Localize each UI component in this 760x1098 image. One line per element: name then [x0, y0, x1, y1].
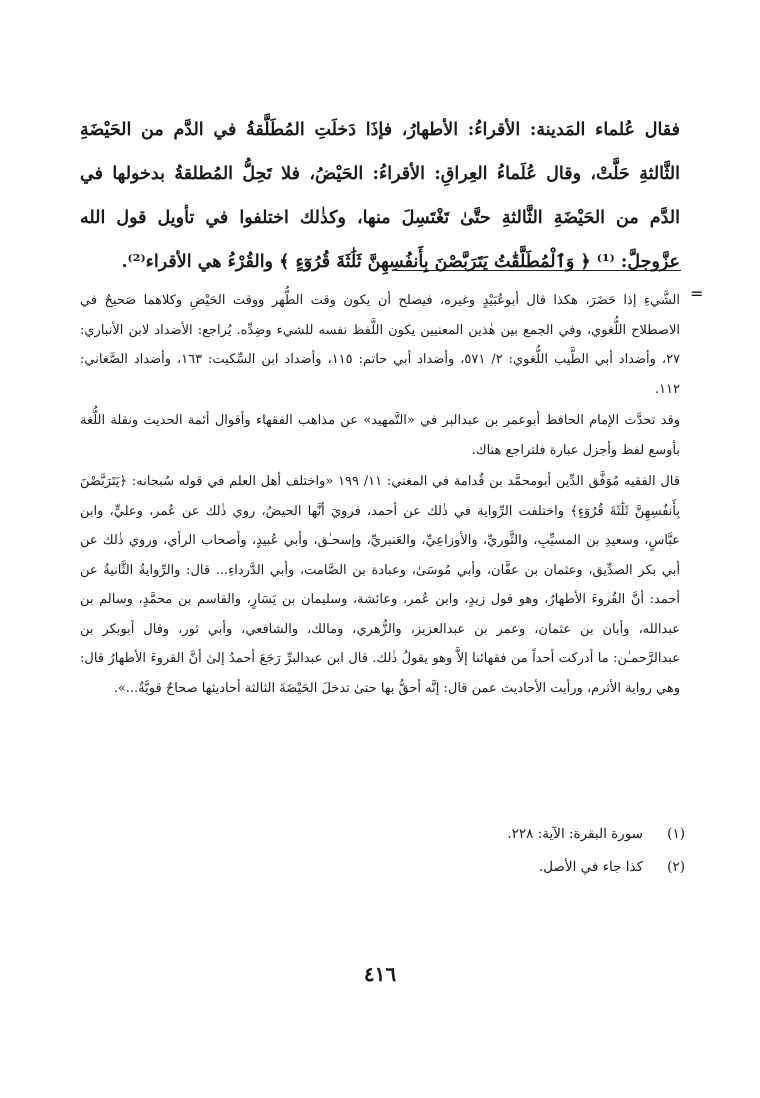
footnote-number: (٢) — [667, 859, 685, 875]
footnote-separator — [395, 270, 681, 271]
footnote-number: (١) — [667, 826, 685, 842]
main-paragraph: فقال عُلماء المَدينة: الأقراءُ: الأطهارُ، فإذَا دَخلَتِ المُطَلَّقةُ في الدَّم من الحَيْضَةِ الثَّالثةِ حَلَّتْ، وقال عُلَماءُ العِراقِ: الأقراءُ: الحَيْضُ، فلا تَحِلُّ المُطلقةُ بدخولها في الدَّم من الحَيْضَةِ الثَّالثةِ حتَّىٰ تَغْتَسِلَ منها، وكذٰلك اختلفوا في تأويل قول الله عزَّوجلَّ: ⁽¹⁾ ﴿ وَٱلْمُطَلَّقَٰتُ يَتَرَبَّصْنَ بِأَنفُسِهِنَّ ثَلَٰثَةَ قُرُوٓءٍ ﴾ والقُرْءُ هي الأقراء⁽²⁾. — [80, 120, 680, 272]
footnote-paragraph: وقد تحدَّث الإمام الحافظ أبوعمر بن عبدالبر في «التَّمهيد» عن مذاهب الفقهاء وأقوال أئمة الحديث ونقلة اللُّغة بأوسع لفظ وأجزل عبارة فلتراجع هناك. — [80, 413, 680, 458]
footnote-item — [80, 851, 685, 884]
footnote-list — [80, 818, 685, 884]
footnote-paragraph: قال الفقيه مُوَفَّق الدِّين أبومحمَّد بن قُدامة في المغني: ١١/ ١٩٩ «واختلف أهل العلم في قوله سُبحانه: ﴿يَتَرَبَّصْنَ بِأَنفُسِهِنَّ ثَلَٰثَةَ قُرُوٓءٍ﴾ واختلفت الرِّواية في ذٰلك عن أحمد، فرويَ أنَّها الحيضُ، روي ذٰلك عن عُمر، وعليٍّ، وابن عبَّاسٍ، وسعيدِ بن المسيِّبِ، والثَّوريِّ، والأوزاعِيِّ، والعَنبريِّ، وإسحـٰق، وأبي عُبيدٍ، وأصحاب الرأي، وروي ذٰلك عن أبي بكر الصدِّيق، وعثمان بن عفَّان، وأبي مُوسَىٰ، وعبادة بن الصَّامت، وأبي الدَّرداءِ... قال: والرِّوايةُ الثَّانيةُ عن أحمد: أنَّ القُروءَ الأطهارُ، وهو قول زيدٍ، وابن عُمر، وعائشة، وسليمان بن يَسَارٍ، والقاسم بن محمَّدٍ، وسالم بن عبدالله، وأبان بن عثمان، وعمر بن عبدالعزيز، والزُّهري، ومالك، والشافعي، وأبي ثور، وقال أبوبكر بن عبدالرَّحمـٰن: ما أدركت أحداً من فقهائنا إلاَّ وهو يقولُ ذٰلك. قال ابن عبدالبرِّ رَجَعَ أحمدُ إلىٰ أنَّ القروءَ الأطهارُ قال: وهي رواية الأثرم، ورأيت الأحاديث عمن قال: إنَّه أحقُّ بها حتىٰ تدخلَ الحَيْضَةَ الثالثة أحاديثها صحاحٌ قويَّةٌ...». — [80, 474, 680, 696]
footnote-paragraph: الشَّيءِ إذا حَضَرَ، هكذا قال أبوعُبَيْدٍ وغيره، فيصلح أن يكون وقت الطُّهر ووقت الحَيْضِ وكلاهما صَحيحٌ في الاصطلاح اللُّغوي، وفي الجمع بين هٰذين المعنيين يكون اللَّفظ نفسه للشيء وضِدِّه. يُراجع: الأضداد لابن الأنباري: ٢٧، وأضداد أبي الطَّيب اللُّغوي: ٢/ ٥٧١، وأضداد أبي حاتم: ١١٥، وأضداد ابن السِّكيت: ١٦٣، وأضداد الصَّغاني: ١١٢. — [80, 293, 681, 397]
footnote-text: كذا جاء في الأصل. — [538, 859, 643, 875]
footnote-text: سورة البقرة: الآية: ٢٢٨. — [507, 826, 643, 842]
footnote-block — [80, 286, 680, 703]
page-number: ٤١٦ — [363, 962, 397, 986]
main-text — [80, 108, 680, 284]
continuation-mark: = — [690, 284, 704, 303]
footnote-item — [80, 818, 685, 851]
